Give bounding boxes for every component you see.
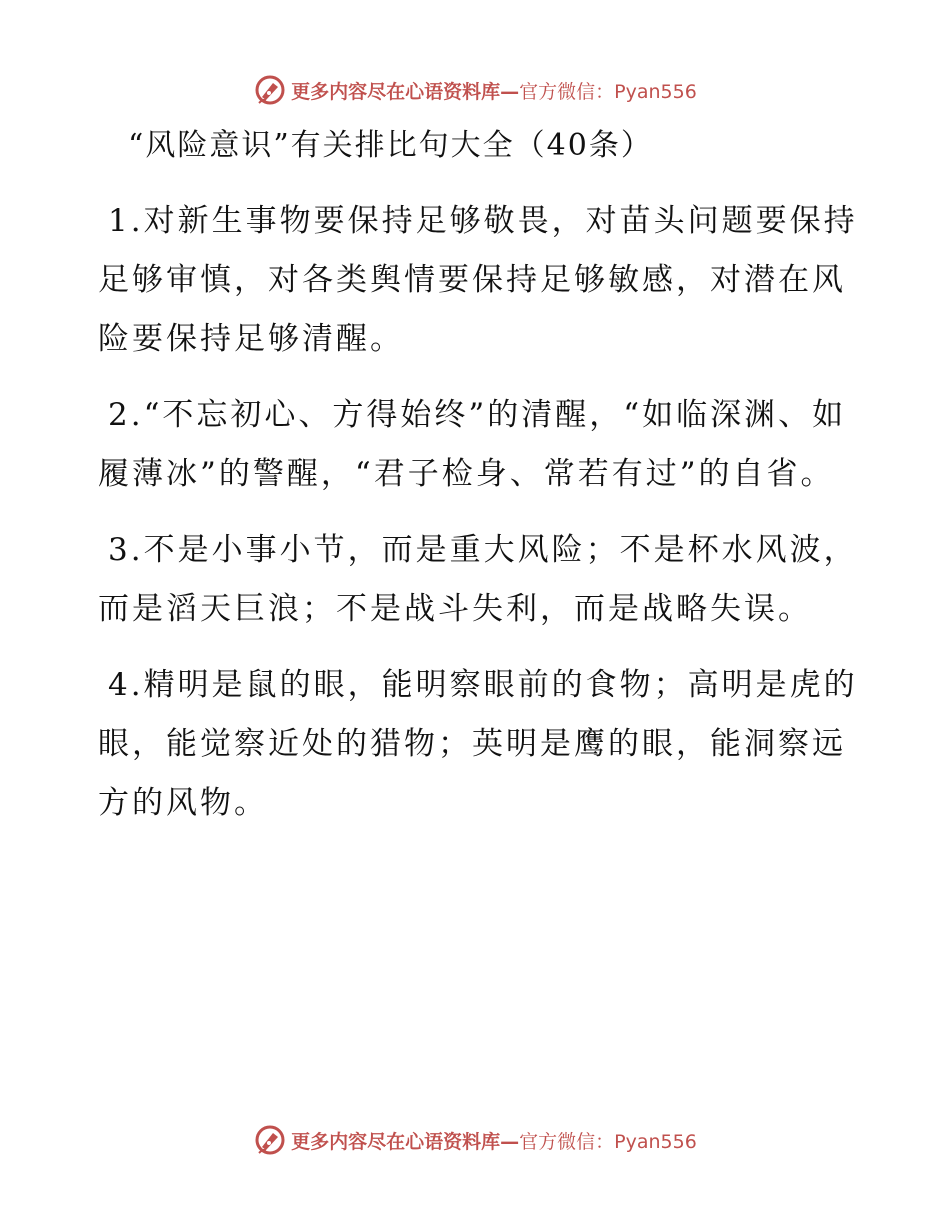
banner-contact: 官方微信：Pyan556 bbox=[519, 80, 697, 103]
paragraph-2: 2.“不忘初心、方得始终”的清醒，“如临深渊、如履薄冰”的警醒，“君子检身、常若有过”的自省。 bbox=[98, 397, 847, 492]
banner-text: 更多内容尽在心语资料库— bbox=[291, 1130, 520, 1153]
pen-nib-circle-icon bbox=[253, 73, 287, 107]
paragraph-3: 3.不是小事小节，而是重大风险；不是杯水风波，而是滔天巨浪；不是战斗失利，而是战略失误。 bbox=[98, 532, 858, 627]
document-body bbox=[98, 192, 858, 850]
header-banner bbox=[0, 70, 950, 110]
pen-nib-circle-icon bbox=[253, 1123, 287, 1157]
footer-banner bbox=[0, 1120, 950, 1160]
paragraph-1: 1.对新生事物要保持足够敬畏，对苗头问题要保持足够审慎，对各类舆情要保持足够敏感，对潜在风险要保持足够清醒。 bbox=[98, 203, 858, 357]
document-title: “风险意识”有关排比句大全（40条） bbox=[128, 128, 653, 163]
banner-text: 更多内容尽在心语资料库— bbox=[291, 80, 520, 103]
banner-contact: 官方微信：Pyan556 bbox=[519, 1130, 697, 1153]
paragraph-4: 4.精明是鼠的眼，能明察眼前的食物；高明是虎的眼，能觉察近处的猎物；英明是鹰的眼，能洞察远方的风物。 bbox=[98, 667, 858, 821]
